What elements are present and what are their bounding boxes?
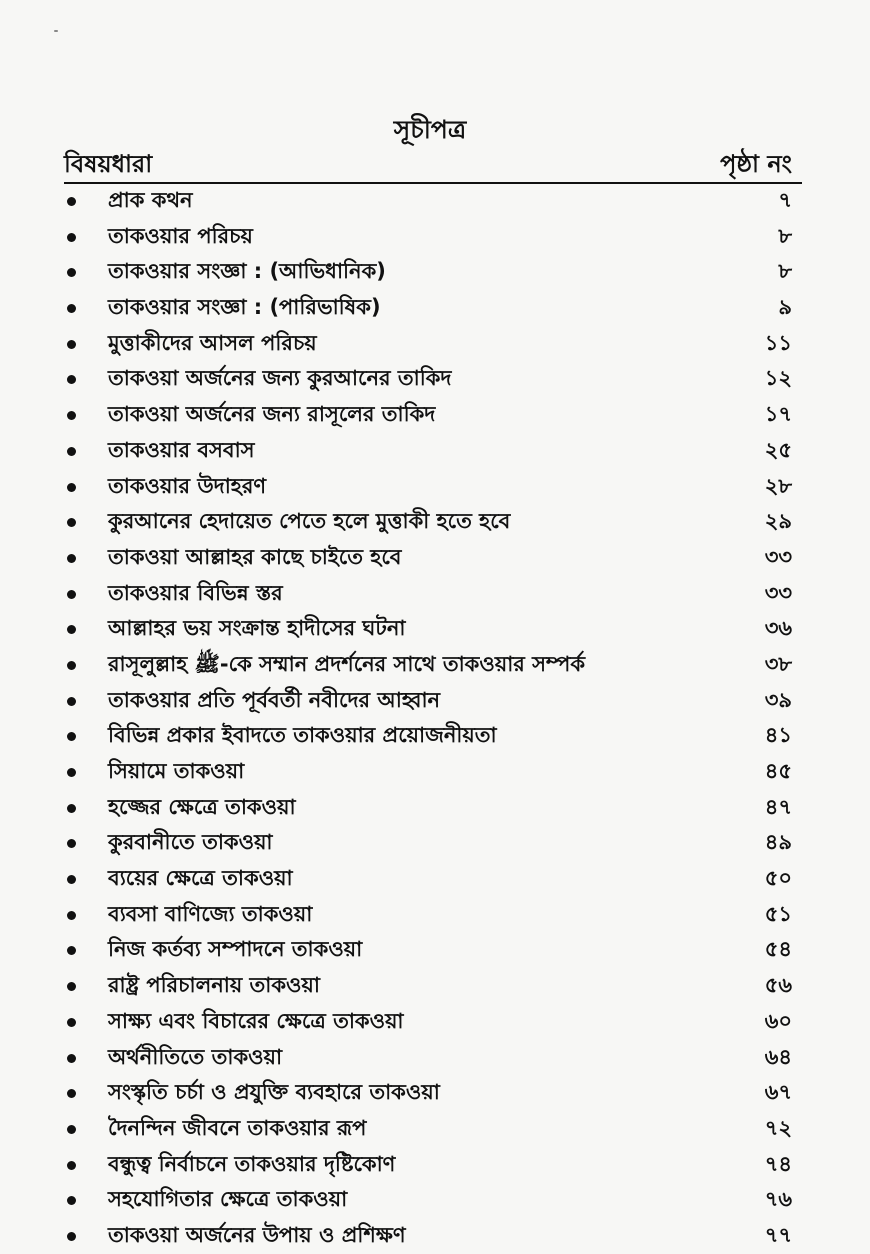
bullet-icon bbox=[67, 1196, 76, 1205]
toc-entry-page-number: ৫৬ bbox=[764, 973, 792, 998]
bullet-icon bbox=[67, 839, 76, 848]
bullet-icon bbox=[67, 268, 76, 277]
toc-header bbox=[64, 146, 802, 184]
toc-entry bbox=[64, 504, 802, 540]
toc-entry-page-number: ১১ bbox=[764, 330, 792, 355]
toc-entry bbox=[64, 397, 802, 433]
bullet-icon bbox=[67, 946, 76, 955]
toc-entry-page-number: ৫৪ bbox=[764, 937, 792, 962]
toc-entry bbox=[64, 754, 802, 790]
toc-entry bbox=[64, 361, 802, 397]
toc-entry-page-number: ৪১ bbox=[764, 723, 792, 748]
toc-entry bbox=[64, 254, 802, 290]
bullet-icon bbox=[67, 982, 76, 991]
toc-entry bbox=[64, 611, 802, 647]
bullet-icon bbox=[67, 1232, 76, 1241]
toc-entry-title: তাকওয়া আল্লাহর কাছে চাইতে হবে bbox=[108, 544, 402, 569]
toc-entry-page-number: ৬৪ bbox=[764, 1044, 792, 1069]
bullet-icon bbox=[67, 197, 76, 206]
toc-entry bbox=[64, 932, 802, 968]
toc-entry bbox=[64, 1147, 802, 1183]
toc-entry-page-number: ৬০ bbox=[764, 1008, 792, 1033]
toc-entry bbox=[64, 1218, 802, 1254]
toc-entry-title: প্রাক কথন bbox=[108, 188, 193, 212]
toc-entry-title: তাকওয়ার সংজ্ঞা : (আভিধানিক) bbox=[108, 259, 386, 284]
page-title: সূচীপত্র bbox=[393, 115, 467, 144]
toc-entry bbox=[64, 1040, 802, 1076]
toc-entry bbox=[64, 1182, 802, 1218]
toc-entry-title: তাকওয়ার পরিচয় bbox=[108, 223, 253, 248]
toc-entry-title: মুত্তাকীদের আসল পরিচয় bbox=[108, 330, 317, 355]
toc-entry bbox=[64, 326, 802, 362]
toc-entry-page-number: ৬৭ bbox=[764, 1080, 792, 1105]
toc-entry-title: হজ্জের ক্ষেত্রে তাকওয়া bbox=[108, 794, 296, 819]
bullet-icon bbox=[67, 875, 76, 884]
toc-entry bbox=[64, 968, 802, 1004]
toc-entry bbox=[64, 183, 802, 219]
toc-entry-title: সংস্কৃতি চর্চা ও প্রযুক্তি ব্যবহারে তাকওয়া bbox=[108, 1080, 440, 1105]
bullet-icon bbox=[67, 483, 76, 492]
toc-entry-title: সাক্ষ্য এবং বিচারের ক্ষেত্রে তাকওয়া bbox=[108, 1008, 404, 1033]
toc-entry bbox=[64, 718, 802, 754]
toc-entry bbox=[64, 790, 802, 826]
toc-entry-page-number: ১২ bbox=[764, 366, 792, 391]
bullet-icon bbox=[67, 1054, 76, 1063]
bullet-icon bbox=[67, 411, 76, 420]
bullet-icon bbox=[67, 375, 76, 384]
toc-entry-title: রাষ্ট্র পরিচালনায় তাকওয়া bbox=[108, 973, 320, 998]
toc-entry-title: বন্ধুত্ব নির্বাচনে তাকওয়ার দৃষ্টিকোণ bbox=[108, 1151, 396, 1176]
toc-entry-title: ব্যবসা বাণিজ্যে তাকওয়া bbox=[108, 901, 313, 926]
bullet-icon bbox=[67, 554, 76, 563]
bullet-icon bbox=[67, 518, 76, 527]
toc-entry-page-number: ৭ bbox=[778, 188, 792, 212]
bullet-icon bbox=[67, 697, 76, 706]
bullet-icon bbox=[67, 1161, 76, 1170]
toc-entry-page-number: ৩৬ bbox=[764, 616, 792, 641]
toc-entry-title: তাকওয়া অর্জনের উপায় ও প্রশিক্ষণ bbox=[108, 1222, 406, 1247]
toc-entry bbox=[64, 1111, 802, 1147]
toc-entry-page-number: ৩৩ bbox=[764, 580, 792, 605]
toc-entry-page-number: ৭৭ bbox=[764, 1222, 792, 1247]
toc-entry-title: কুরআনের হেদায়েত পেতে হলে মুত্তাকী হতে হবে bbox=[108, 509, 511, 534]
bullet-icon bbox=[67, 233, 76, 242]
bullet-icon bbox=[67, 625, 76, 634]
toc-entry-title: কুরবানীতে তাকওয়া bbox=[108, 830, 273, 855]
toc-entry bbox=[64, 433, 802, 469]
toc-entry-title: সহযোগিতার ক্ষেত্রে তাকওয়া bbox=[108, 1187, 348, 1212]
toc-entry bbox=[64, 219, 802, 255]
toc-entry-title: সিয়ামে তাকওয়া bbox=[108, 759, 245, 783]
toc-entry-title: তাকওয়ার উদাহরণ bbox=[108, 473, 267, 498]
toc-list bbox=[64, 183, 802, 1254]
toc-entry-page-number: ৫১ bbox=[764, 901, 792, 926]
toc-entry bbox=[64, 897, 802, 933]
toc-entry-title: তাকওয়ার সংজ্ঞা : (পারিভাষিক) bbox=[108, 295, 381, 320]
toc-entry-page-number: ৮ bbox=[778, 259, 792, 284]
toc-entry-page-number: ৪৫ bbox=[764, 759, 792, 783]
toc-entry-title: দৈনন্দিন জীবনে তাকওয়ার রূপ bbox=[108, 1115, 367, 1140]
bullet-icon bbox=[67, 447, 76, 456]
toc-entry-title: তাকওয়া অর্জনের জন্য রাসূলের তাকিদ bbox=[108, 402, 436, 427]
toc-entry bbox=[64, 576, 802, 612]
toc-entry-title: তাকওয়ার বিভিন্ন স্তর bbox=[108, 580, 283, 605]
toc-entry-page-number: ২৫ bbox=[764, 437, 792, 462]
bullet-icon bbox=[67, 1125, 76, 1134]
bullet-icon bbox=[67, 304, 76, 313]
toc-entry-page-number: ২৮ bbox=[764, 473, 792, 498]
toc-entry-page-number: ৭৪ bbox=[764, 1151, 792, 1176]
toc-entry bbox=[64, 825, 802, 861]
toc-entry-title: তাকওয়ার বসবাস bbox=[108, 437, 255, 462]
toc-entry-page-number: ৭৬ bbox=[764, 1187, 792, 1212]
bullet-icon bbox=[67, 1018, 76, 1027]
bullet-icon bbox=[67, 768, 76, 777]
toc-entry-page-number: ৯ bbox=[778, 295, 792, 320]
toc-entry-page-number: ৪৯ bbox=[764, 830, 792, 855]
toc-entry-title: রাসূলুল্লাহ ﷺ-কে সম্মান প্রদর্শনের সাথে তাকওয়ার সম্পর্ক bbox=[108, 651, 586, 676]
toc-entry bbox=[64, 540, 802, 576]
toc-entry-page-number: ৭২ bbox=[764, 1115, 792, 1140]
bullet-icon bbox=[67, 732, 76, 741]
toc-entry bbox=[64, 469, 802, 505]
toc-entry bbox=[64, 683, 802, 719]
toc-entry bbox=[64, 1075, 802, 1111]
toc-entry bbox=[64, 647, 802, 683]
toc-entry-title: তাকওয়া অর্জনের জন্য কুরআনের তাকিদ bbox=[108, 366, 452, 391]
toc-entry-page-number: ২৯ bbox=[764, 509, 792, 534]
bullet-icon bbox=[67, 340, 76, 349]
toc-entry-title: অর্থনীতিতে তাকওয়া bbox=[108, 1044, 283, 1069]
toc-entry-title: তাকওয়ার প্রতি পূর্ববর্তী নবীদের আহ্বান bbox=[108, 687, 441, 712]
bullet-icon bbox=[67, 661, 76, 670]
toc-entry-page-number: ৫০ bbox=[764, 866, 792, 891]
toc-entry-page-number: ৮ bbox=[778, 223, 792, 248]
toc-entry bbox=[64, 290, 802, 326]
scan-speck bbox=[54, 30, 58, 32]
toc-entry bbox=[64, 1004, 802, 1040]
toc-entry-title: ব্যয়ের ক্ষেত্রে তাকওয়া bbox=[108, 866, 293, 891]
topic-column-label: বিষয়ধারা bbox=[64, 150, 153, 178]
bullet-icon bbox=[67, 804, 76, 813]
toc-entry-page-number: ৩৯ bbox=[764, 687, 792, 712]
toc-entry-title: আল্লাহর ভয় সংক্রান্ত হাদীসের ঘটনা bbox=[108, 616, 406, 641]
toc-entry-page-number: ৪৭ bbox=[764, 794, 792, 819]
toc-entry-page-number: ৩৮ bbox=[764, 651, 792, 676]
page-column-label: পৃষ্ঠা নং bbox=[720, 150, 792, 178]
toc-entry-title: নিজ কর্তব্য সম্পাদনে তাকওয়া bbox=[108, 937, 363, 962]
bullet-icon bbox=[67, 911, 76, 920]
toc-entry-title: বিভিন্ন প্রকার ইবাদতে তাকওয়ার প্রয়োজনীয়তা bbox=[108, 723, 497, 748]
bullet-icon bbox=[67, 590, 76, 599]
toc-entry-page-number: ১৭ bbox=[764, 402, 792, 427]
toc-entry bbox=[64, 861, 802, 897]
toc-entry-page-number: ৩৩ bbox=[764, 544, 792, 569]
bullet-icon bbox=[67, 1089, 76, 1098]
